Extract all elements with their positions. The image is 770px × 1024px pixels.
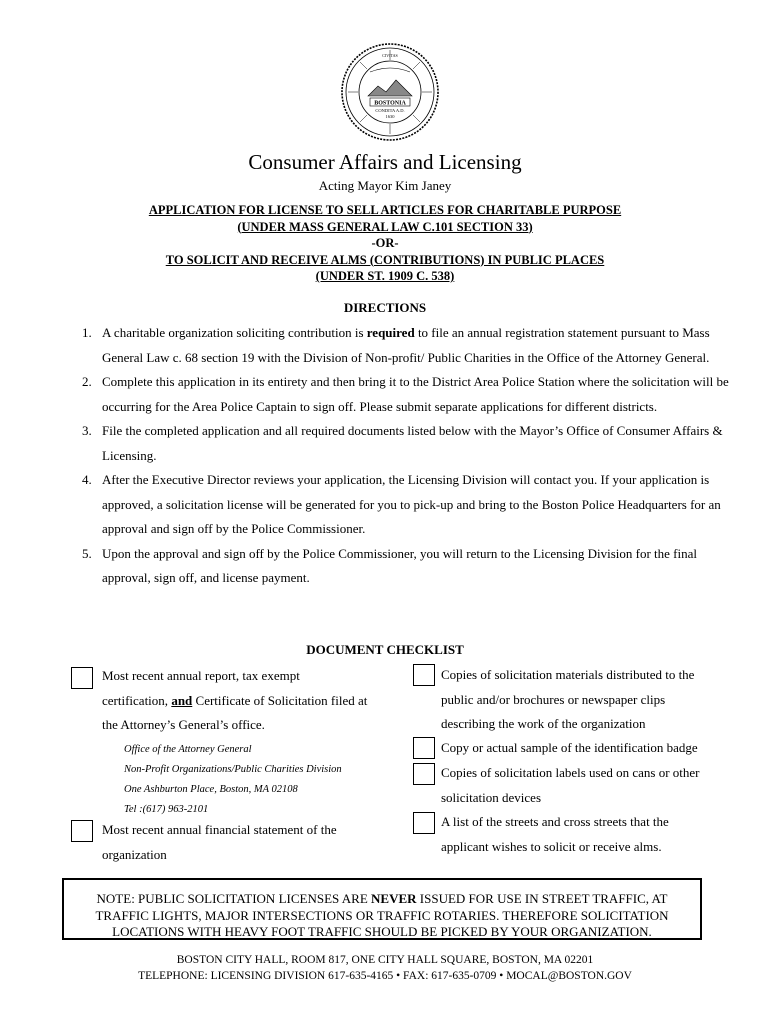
direction-item: 2. Complete this application in its entirety and then bring it to the District Area Police Station where the solicitation will be occurring for the Area Police Captain to sign off. Please submit separate applications for different districts. — [82, 374, 729, 414]
footer-contact — [0, 952, 770, 984]
page-subtitle: Acting Mayor Kim Janey — [318, 178, 452, 193]
directions-heading: DIRECTIONS — [343, 300, 427, 315]
application-line-4: (UNDER ST. 1909 C. 538) — [315, 269, 455, 283]
checklist-annual-report-text: Most recent annual report, tax exempt certification, and Certificate of Solicitation filed at the Attorney’s General’s office. — [102, 668, 368, 732]
checkbox-solicitation-labels[interactable] — [413, 763, 435, 785]
checklist-identification-badge-text: Copy or actual sample of the identification badge — [441, 740, 698, 755]
footer-address: BOSTON CITY HALL, ROOM 817, ONE CITY HALL SQUARE, BOSTON, MA 02201 — [176, 954, 594, 966]
page-title: Consumer Affairs and Licensing — [248, 150, 522, 174]
city-seal-icon — [340, 42, 440, 142]
checklist-heading: DOCUMENT CHECKLIST — [306, 642, 464, 657]
direction-item: 4. After the Executive Director reviews your application, the Licensing Division will contact you. If your application is approved, a solicitation license will be generated for you to pick-up and bring to the Boston Police Headquarters for an approval and sign off by the Police Commissioner. — [82, 472, 721, 536]
checkbox-identification-badge[interactable] — [413, 737, 435, 759]
application-heading — [0, 202, 770, 285]
svg-text:CIVITAS: CIVITAS — [382, 53, 398, 58]
application-line-3: TO SOLICIT AND RECEIVE ALMS (CONTRIBUTIONS) IN PUBLIC PLACES — [165, 252, 605, 267]
direction-item: 1. A charitable organization soliciting contribution is required to file an annual registration statement pursuant to Mass General Law c. 68 section 19 with the Division of Non-profit/ Public Charities in the Office of the Attorney General. — [82, 325, 710, 365]
traffic-note-box: NOTE: PUBLIC SOLICITATION LICENSES ARE NEVER ISSUED FOR USE IN STREET TRAFFIC, AT TRAFFIC LIGHTS, MAJOR INTERSECTIONS OR TRAFFIC ROTARIES. THEREFORE SOLICITATION LOCATIONS WITH HEAVY FOOT TRAFFIC SHOULD BE PICKED BY YOUR ORGANIZATION. — [62, 878, 702, 940]
checklist-streets-list-text: A list of the streets and cross streets that the applicant wishes to solicit or receive alms. — [441, 814, 669, 854]
svg-text:BOSTONIA: BOSTONIA — [374, 100, 406, 107]
footer-telephone: TELEPHONE: LICENSING DIVISION 617-635-4165 • FAX: 617-635-0709 • MOCAL@BOSTON.GOV — [138, 970, 632, 982]
checkbox-financial-statement[interactable] — [71, 820, 93, 842]
checkbox-solicitation-materials[interactable] — [413, 664, 435, 686]
checkbox-streets-list[interactable] — [413, 812, 435, 834]
application-line-1: APPLICATION FOR LICENSE TO SELL ARTICLES FOR CHARITABLE PURPOSE — [148, 203, 622, 217]
svg-text:CONDITA A.D.: CONDITA A.D. — [375, 108, 405, 113]
checkbox-annual-report[interactable] — [71, 667, 93, 689]
attorney-general-address: Office of the Attorney General Non-Profit Organizations/Public Charities Division One Ashburton Place, Boston, MA 02108 Tel :(617) 963-2101 — [124, 744, 342, 815]
checklist-solicitation-labels-text: Copies of solicitation labels used on cans or other solicitation devices — [441, 765, 700, 805]
directions-list — [82, 321, 732, 591]
direction-item: 5. Upon the approval and sign off by the Police Commissioner, you will return to the Licensing Division for the final approval, sign off, and license payment. — [82, 545, 697, 585]
checklist-solicitation-materials-text: Copies of solicitation materials distributed to the public and/or brochures or newspaper clips describing the work of the organization — [441, 667, 695, 731]
application-or: -OR- — [371, 236, 399, 250]
direction-item: 3. File the completed application and all required documents listed below with the Mayor’s Office of Consumer Affairs & Licensing. — [82, 423, 723, 463]
application-line-2: (UNDER MASS GENERAL LAW C.101 SECTION 33) — [237, 219, 533, 234]
svg-text:1630: 1630 — [385, 114, 395, 119]
checklist-financial-statement-text: Most recent annual financial statement of the organization — [102, 822, 337, 862]
